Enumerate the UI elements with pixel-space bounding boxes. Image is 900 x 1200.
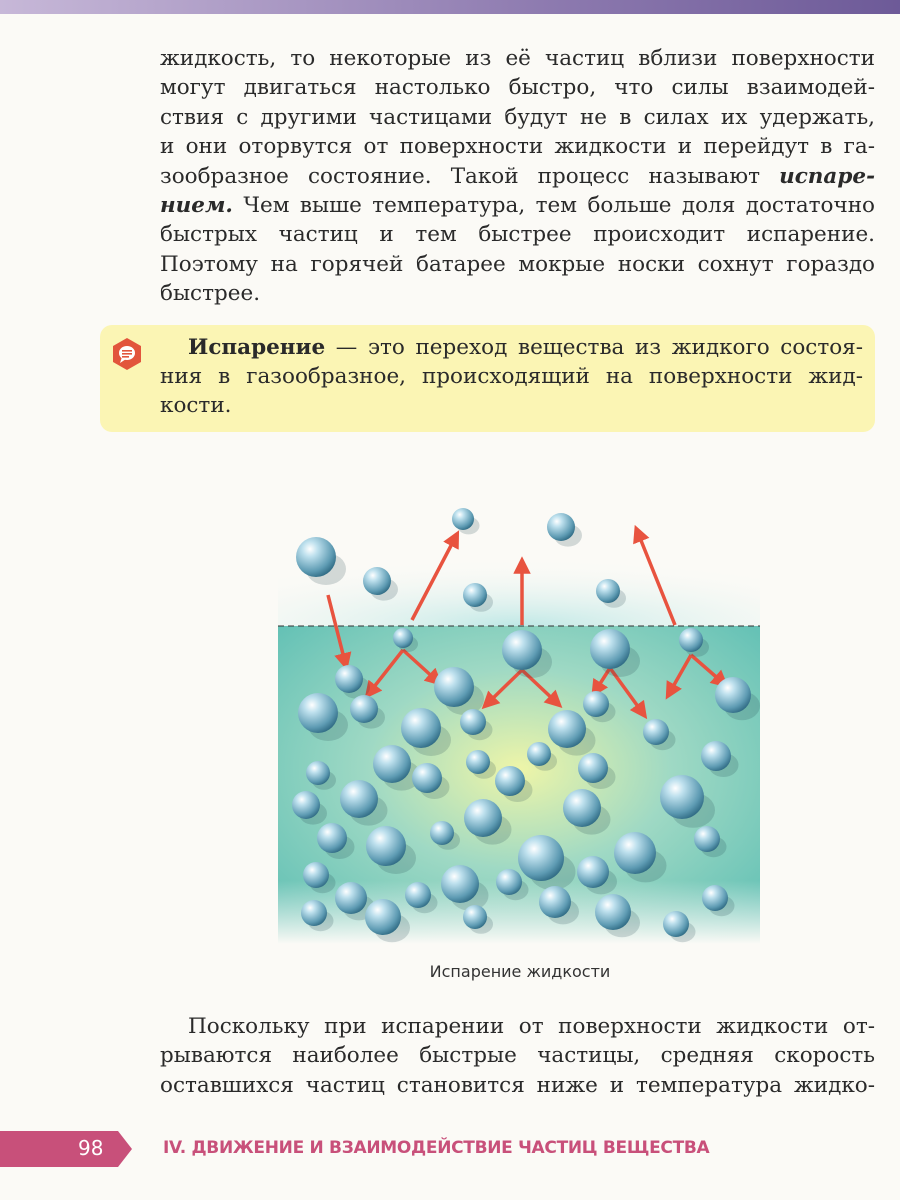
- particle: [701, 741, 731, 771]
- page-tab-arrow: [118, 1131, 132, 1167]
- particle: [441, 865, 479, 903]
- particle: [614, 832, 656, 874]
- particle: [365, 899, 401, 935]
- particle: [405, 882, 431, 908]
- particle: [335, 882, 367, 914]
- text-line-part: — это переход вещества из жидкого состоя-: [325, 335, 863, 360]
- particle: [694, 826, 720, 852]
- particle: [577, 856, 609, 888]
- text-line-part: зообразное состояние. Такой процесс называют: [160, 163, 760, 189]
- particle: [430, 821, 454, 845]
- text-line: [160, 191, 875, 220]
- particle: [292, 791, 320, 819]
- particle: [660, 775, 704, 819]
- particle: [527, 742, 551, 766]
- particle: [563, 789, 601, 827]
- particle: [335, 665, 363, 693]
- text-line: могут двигаться настолько быстро, что силы взаимодей-: [160, 75, 875, 101]
- particle: [317, 823, 347, 853]
- particle: [643, 719, 669, 745]
- evaporation-illustration: [270, 500, 770, 950]
- text-line-part: Чем выше температура, тем больше доля достаточно: [232, 193, 875, 219]
- particle: [350, 695, 378, 723]
- particle: [466, 750, 490, 774]
- particle: [496, 869, 522, 895]
- term-evaporation: испаре-: [779, 163, 875, 189]
- text-line: рываются наиболее быстрые частицы, средняя скорость: [160, 1043, 875, 1069]
- particle: [595, 894, 631, 930]
- particle: [303, 862, 329, 888]
- particle: [340, 780, 378, 818]
- particle: [596, 579, 620, 603]
- particle: [702, 885, 728, 911]
- text-line: [188, 333, 863, 362]
- speech-bubble-icon: [111, 337, 143, 371]
- particle: [301, 900, 327, 926]
- text-line: быстрых частиц и тем быстрее происходит испарение.: [160, 222, 875, 248]
- text-line: ния в газообразное, происходящий на поверхности жид-: [160, 364, 863, 389]
- paragraph-evaporation-intro: [160, 44, 875, 309]
- particle: [715, 677, 751, 713]
- particle: [578, 753, 608, 783]
- chapter-title: IV. ДВИЖЕНИЕ И ВЗАИМОДЕЙСТВИЕ ЧАСТИЦ ВЕЩЕСТВА: [163, 1138, 710, 1158]
- text-line: кости.: [160, 393, 232, 419]
- top-decorative-bar: [0, 0, 900, 14]
- particle: [463, 583, 487, 607]
- definition-term: Испарение: [188, 335, 326, 360]
- particle: [518, 835, 564, 881]
- particle: [539, 886, 571, 918]
- particle: [495, 766, 525, 796]
- particle: [548, 710, 586, 748]
- particle: [590, 629, 630, 669]
- text-line: [160, 162, 875, 191]
- particle: [464, 799, 502, 837]
- particle: [583, 691, 609, 717]
- definition-text: [188, 333, 863, 362]
- particle: [306, 761, 330, 785]
- particle: [463, 905, 487, 929]
- text-line: Поскольку при испарении от поверхности жидкости от-: [188, 1014, 875, 1039]
- particle: [393, 628, 413, 648]
- particle: [412, 763, 442, 793]
- particle: [502, 630, 542, 670]
- page-number: 98: [78, 1136, 104, 1160]
- air-region: [278, 540, 760, 626]
- particle: [547, 513, 575, 541]
- text-line: жидкость, то некоторые из её частиц вблизи поверхности: [160, 46, 875, 71]
- paragraph-evaporation-cooling: [160, 1012, 875, 1100]
- particle: [460, 709, 486, 735]
- particle: [679, 628, 703, 652]
- particle: [434, 667, 474, 707]
- definition-text-continued: [160, 362, 863, 421]
- particle: [296, 537, 336, 577]
- text-line: быстрее.: [160, 281, 261, 307]
- text-line: ствия с другими частицами будут не в силах их удержать,: [160, 104, 875, 130]
- particle: [663, 911, 689, 937]
- particle: [452, 508, 474, 530]
- term-evaporation-end: нием.: [160, 193, 233, 219]
- figure-caption: Испарение жидкости: [429, 962, 611, 981]
- particle: [401, 708, 441, 748]
- particle: [363, 567, 391, 595]
- particle: [373, 745, 411, 783]
- particle: [298, 693, 338, 733]
- particle: [366, 826, 406, 866]
- text-line: Поэтому на горячей батарее мокрые носки сохнут гораздо: [160, 251, 875, 277]
- text-line: оставшихся частиц становится ниже и температура жидко-: [160, 1072, 875, 1098]
- text-line: и они оторвутся от поверхности жидкости и перейдут в га-: [160, 134, 875, 160]
